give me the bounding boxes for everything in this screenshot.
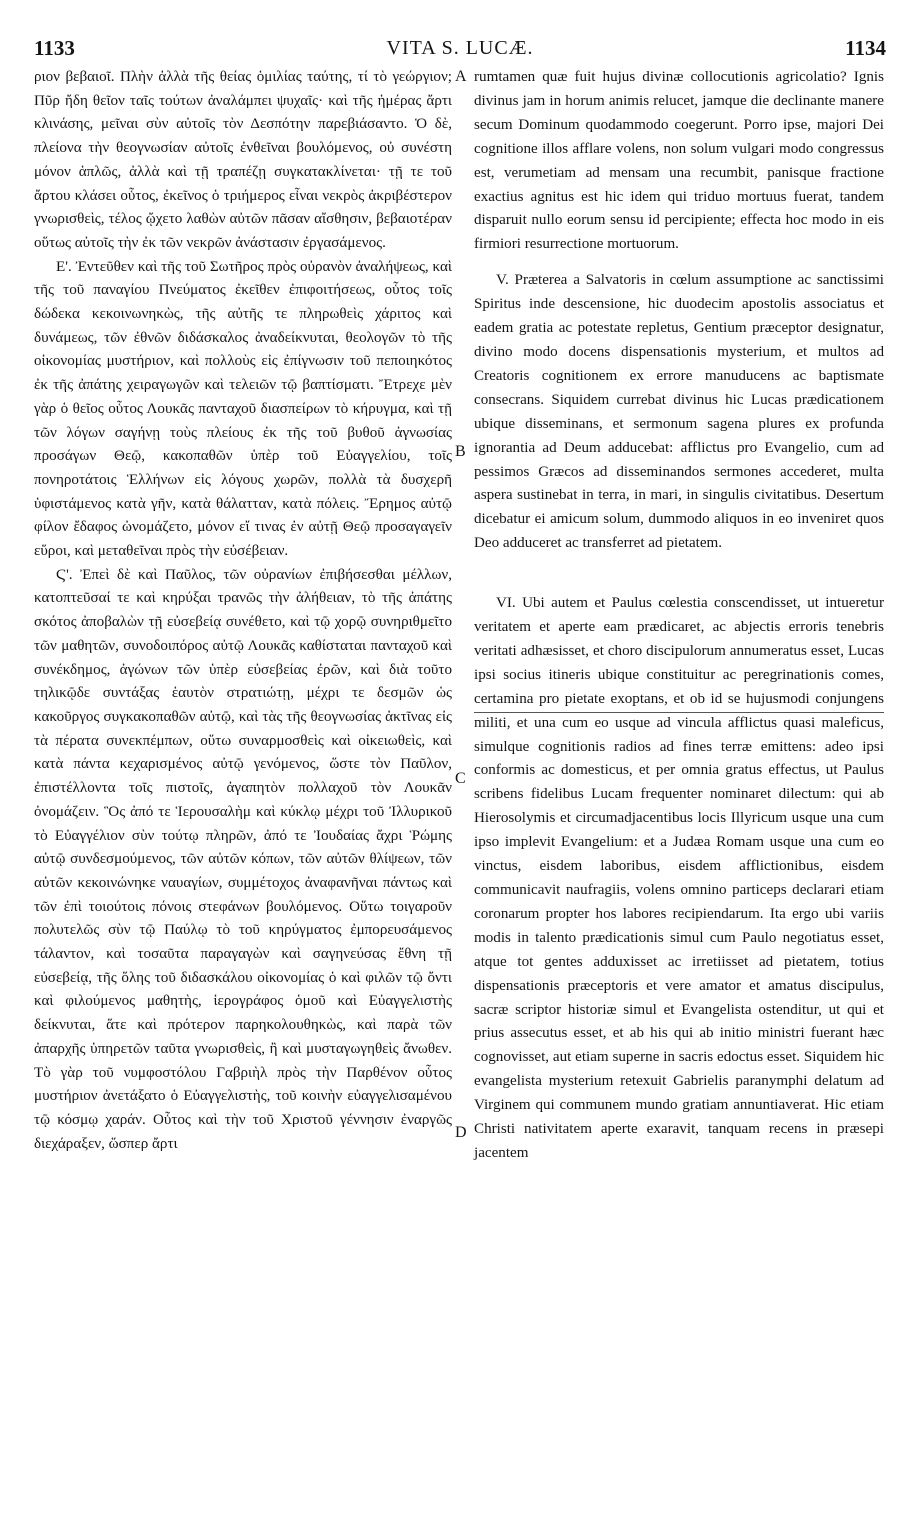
latin-paragraph-5: V. Præterea a Salvatoris in cœlum assumptione ac sanctissimi Spiritus inde descensione, hic duodecim apostolis associatus et eadem gratia ac potestate repletus, Gentium præceptor designatur, divino modo docens dispensationis mysterium, et multos ad Creatoris cognitionem ex errore manuducens ac baptismate consecrans. Siquidem currebat divinus hic Lucas prædicationem ubique disseminans, et sermonum sagena plures ex profunda ignorantia ad Deum adducebat: afflictus pro Evangelio, cum ad pessimos Græcos ad disseminandos sermones accederet, multa aspera sustinebat in terra, in mari, in singulis civitatibus. Desertum dicebatur ei amicum solum, dummodo aliquos in eo inveniret quos Deo adduceret ac transferret ad pietatem. xyxy=(474,272,884,552)
latin-column xyxy=(474,66,884,1166)
page-number-left: 1133 xyxy=(34,36,75,60)
latin-paragraph-6: VI. Ubi autem et Paulus cœlestia conscendisset, ut intueretur veritatem et aperte eam prædicaret, ac abjectis erroris tenebris veritati adhæsisset, et choro discipulorum annumeratus esset, Lucas ipsi socius itineris ubique constituitur ac peregrinationis comes, certamina pro pietate exoptans, et ob id se hujusmodi conjungens militi, et una cum eo usque ad vincula afflictus quasi maleficus, simulque cognitionis radios ad fines terræ emittens: adeo ipsi conformis ac domesticus, et per omnia gratus effectus, ut Paulus scribens fidelibus Lucam frequenter nominaret dilectum: qui ab Hierosolymis et circumadjacentibus locis Illyricum usque una cum ipso implevit Evangelium: et a Judæa Romam usque una cum eo vinctus, eisdem laboribus, eisdem afflictionibus, eisdem communicavit naufragiis, volens omnino particeps declarari etiam coronarum propter hos labores recipiendarum. Ita ergo ubi variis modis in talento prædicationis simul cum Paulo negotiatus esset, atque tot gentes adduxisset ac irretiisset ad pietatem, totius dispensationis præceptoris et vere amator et amatus discipulus, sacræ scriptor historiæ simul et Evangelista ostenditur, ut qui et prius assecutus esset, et ab his qui ab initio ministri fuerant hæc cognovisset, aut etiam superne in sacris edoctus esset. Siquidem hic evangelista mysterium retexuit Gabrielis paranymphi delatum ad Virginem qui communem mundo gratiam annuntiaverat. Hic etiam Christi nativitatem aperte exaravit, tanquam recens in præsepi jacentem xyxy=(474,595,884,1161)
greek-paragraph-6: Ϛ'. Ἐπεὶ δὲ καὶ Παῦλος, τῶν οὐρανίων ἐπιβήσεσθαι μέλλων, κατοπτεῦσαί τε καὶ κηρύξαι τρανῶς τὴν ἀλήθειαν, τὸ τῆς ἀπάτης σκότος ἀποβαλὼν τῇ εὐσεβείᾳ συνέθετο, καὶ τῷ χορῷ συνηριθμεῖτο τῶν μαθητῶν, συνοδοιπόρος αὐτῷ Λουκᾶς καθίσταται πανταχοῦ καὶ συνέκδημος, ἀγώνων τῶν ὑπὲρ εὐσεβείας ἐρῶν, καὶ διὰ τοῦτο τηλικῷδε συντάξας ἑαυτὸν στρατιώτῃ, μέχρι τε δεσμῶν ὡς κακοῦργος συγκακοπαθῶν αὐτῷ, καὶ τὰς τῆς θεογνωσίας ἀκτῖνας εἰς τὰ πέρατα συνεκπέμπων, οὕτω συναρμοσθεὶς καὶ οἰκειωθεὶς, καὶ κατὰ πάντα κεχαρισμένος αὐτῷ γενόμενος, ὥστε τὸν Παῦλον, ἐπιστέλλοντα τοῖς πιστοῖς, ἀγαπητὸν πολλαχοῦ τὸν Λουκᾶν ὀνομάζειν. Ὃς ἀπό τε Ἱερουσαλὴμ καὶ κύκλῳ μέχρι τοῦ Ἰλλυρικοῦ τὸ Εὐαγγέλιον σὺν τούτῳ πληρῶν, ἀπό τε Ἰουδαίας ἄχρι Ῥώμης αὐτῷ συνδεσμούμενος, τῶν αὐτῶν κόπων, τῶν αὐτῶν θλίψεων, τῶν αὐτῶν κεκοινώνηκε ναυαγίων, συμμέτοχος ἀναφανῆναι πάντως καὶ τῶν ἐπὶ τοιούτοις πόνοις στεφάνων βουλόμενος. Οὕτω τοιγαροῦν πολυτελῶς σὺν τῷ Παύλῳ τὸ τοῦ κηρύγματος ἐμπορευσάμενος τάλαντον, καὶ τοσαῦτα παραγαγὼν καὶ σαγηνεύσας ἔθνη τῇ εὐσεβείᾳ, τῆς ὅλης τοῦ διδασκάλου οἰκονομίας ὁ καὶ φιλῶν τῷ ὄντι καὶ φιλούμενος μαθητὴς, ἱερογράφος ὁμοῦ καὶ Εὐαγγελιστὴς δείκνυται, ἅτε καὶ πρότερον παρηκολουθηκὼς, καὶ παρὰ τῶν ἀπαρχῆς ὑπηρετῶν ταῦτα γνωρισθεὶς, ἢ καὶ μυσταγωγηθεὶς ἄνωθεν. Τὸ γὰρ τοῦ νυμφοστόλου Γαβριὴλ πρὸς τὴν Παρθένον οὗτος μυστήριον ἀνετάξατο ὁ Εὐαγγελιστὴς, τοῦ κοινὴν εὐαγγελισαμένου τῷ κόσμῳ χαράν. Οὗτος καὶ τὴν τοῦ Χριστοῦ γέννησιν ἐναργῶς διεχάραξεν, ὥσπερ ἄρτι xyxy=(34,566,452,1152)
running-title: VITA S. LUCÆ. xyxy=(386,37,534,59)
greek-column xyxy=(34,66,452,1156)
paragraph-gap xyxy=(474,257,884,269)
section-divider xyxy=(474,712,884,713)
paragraph-gap xyxy=(474,556,884,592)
margin-marker-d: D xyxy=(455,1124,467,1141)
margin-marker-b: B xyxy=(455,443,466,460)
page-number-right: 1134 xyxy=(845,36,886,60)
margin-marker-c: C xyxy=(455,770,466,787)
page-header xyxy=(34,36,886,66)
greek-paragraph-1: ριον βεβαιοῖ. Πλὴν ἀλλὰ τῆς θείας ὁμιλίας ταύτης, τί τὸ γεώργιον; Πῦρ ἤδη θεῖον ταῖς τούτων ἀναλάμπει ψυχαῖς· καὶ τῆς ἡμέρας ἄρτι κλινάσης, μεῖναι σὺν αὐτοῖς τὸν Δεσπότην παρεβιάσαντο. Ὁ δὲ, πλείονα τὴν θεογνωσίαν αὐτοῖς ἐνθεῖναι βουλόμενος, οὐ συνέστη μόνον ἁπλῶς, ἀλλὰ καὶ τῇ τραπέζῃ συγκατακλίνεται· τῇ τε τοῦ ἄρτου κλάσει οὗτος, ἐκεῖνος ὁ τριήμερος εἶναι νεκρὸς ἀκριβέστερον γνωρισθεὶς, τέλος ᾤχετο λαθὼν αὐτῶν πᾶσαν αἴσθησιν, βεβαιοτέραν οὕτως αὐτοῖς τὴν ἐκ τῶν νεκρῶν ἀνάστασιν ἐργασάμενος. xyxy=(34,69,452,251)
latin-paragraph-1: rumtamen quæ fuit hujus divinæ collocutionis agricolatio? Ignis divinus jam in horum animis relucet, jamque die declinante manere secum Dominum quodammodo coegerunt. Porro ipse, majori Dei cognitione illos afflare volens, non solum vulgari modo congressus est, verumetiam ad mensam una recumbit, panisque fractione exactius agnitus est hic idem qui triduo mortuus fuerat, tandem disparuit nullo eorum sensu id percipiente; effecta hoc modo in eis firmiori resurrectione mortuorum. xyxy=(474,69,884,253)
greek-paragraph-5: Ε'. Ἐντεῦθεν καὶ τῆς τοῦ Σωτῆρος πρὸς οὐρανὸν ἀναλήψεως, καὶ τῆς τοῦ παναγίου Πνεύματος ἐκεῖθεν ἐπιφοιτήσεως, οὗτος τοῖς δώδεκα κεκοινωνηκὼς, τῆς αὐτῆς τε πληρωθεὶς χάριτος καὶ δυνάμεως, τῶν ἐθνῶν διδάσκαλος ἀναδείκνυται, θεολογῶν τὸ τῆς οἰκονομίας μυστήριον, καὶ πολλοὺς εἰς ἐπίγνωσιν τοῦ πεποιηκότος ἐκ τῆς ἀπάτης χειραγωγῶν καὶ τελειῶν τῷ βαπτίσματι. Ἔτρεχε μὲν γὰρ ὁ θεῖος οὗτος Λουκᾶς πανταχοῦ διασπείρων τὸ κήρυγμα, καὶ τῇ τῶν λόγων σαγήνῃ τοὺς πλείους ἐκ τῆς τοῦ βυθοῦ ἀγνωσίας προσάγων Θεῷ, κακοπαθῶν ὑπὲρ τοῦ Εὐαγγελίου, τοῖς πονηροτάτοις Ἑλλήνων εἰς λόγους χωρῶν, πολλὰ τὰ δυσχερῆ ὑφιστάμενος κατὰ γῆν, κατὰ θάλατταν, κατὰ πόλεις. Ἔρημος αὐτῷ φίλον ἔδαφος ὠνομάζετο, μόνον εἴ τινας ἐν αὐτῇ Θεῷ προσαγαγεῖν εὕροι, καὶ μεταθεῖναι πρὸς τὴν εὐσέβειαν. xyxy=(34,258,452,560)
margin-marker-a: A xyxy=(455,68,467,85)
